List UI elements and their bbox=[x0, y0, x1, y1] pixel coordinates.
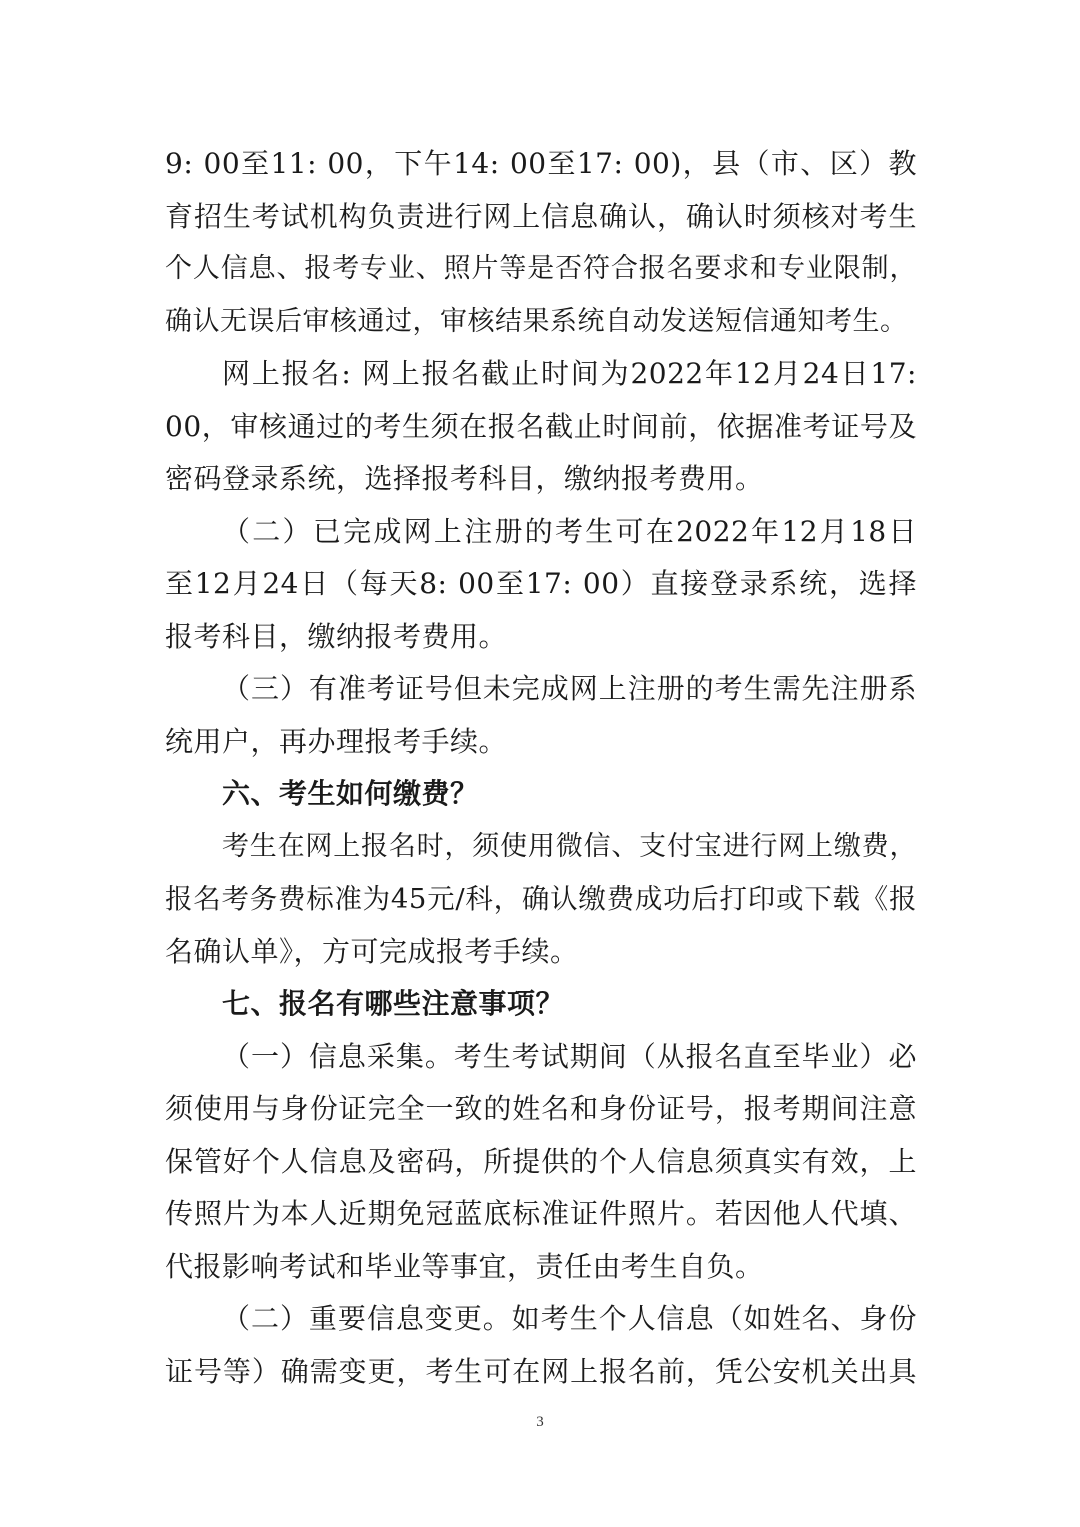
paragraph-line: 9: 00至11: 00，下午14: 00至17: 00)，县（市、区）教 bbox=[165, 147, 917, 180]
paragraph-line: （一）信息采集。考生考试期间（从报名直至毕业）必 bbox=[222, 1040, 917, 1073]
paragraph-line: 考生在网上报名时，须使用微信、支付宝进行网上缴费， bbox=[222, 831, 917, 862]
page-number: 3 bbox=[536, 1414, 544, 1430]
paragraph-line: 个人信息、报考专业、照片等是否符合报名要求和专业限制， bbox=[165, 253, 917, 284]
paragraph-line: （二）重要信息变更。如考生个人信息（如姓名、身份 bbox=[222, 1302, 917, 1335]
paragraph-line: 网上报名: 网上报名截止时间为2022年12月24日17: bbox=[222, 357, 917, 390]
paragraph-line: （三）有准考证号但未完成网上注册的考生需先注册系 bbox=[222, 672, 917, 705]
section-heading: 七、报名有哪些注意事项？ bbox=[222, 987, 565, 1020]
paragraph-line: 至12月24日（每天8: 00至17: 00）直接登录系统，选择 bbox=[165, 567, 917, 600]
paragraph-line: 密码登录系统，选择报考科目，缴纳报考费用。 bbox=[165, 462, 764, 495]
paragraph-line: （二）已完成网上注册的考生可在2022年12月18日 bbox=[222, 515, 917, 548]
paragraph-line: 育招生考试机构负责进行网上信息确认，确认时须核对考生 bbox=[165, 200, 917, 233]
paragraph-line: 统用户，再办理报考手续。 bbox=[165, 725, 508, 758]
paragraph-line: 名确认单》，方可完成报考手续。 bbox=[165, 935, 579, 968]
paragraph-line: 证号等）确需变更，考生可在网上报名前，凭公安机关出具 bbox=[165, 1355, 917, 1388]
paragraph-line: 报考科目，缴纳报考费用。 bbox=[165, 620, 508, 653]
paragraph-line: 00，审核通过的考生须在报名截止时间前，依据准考证号及 bbox=[165, 410, 917, 443]
paragraph-line: 保管好个人信息及密码，所提供的个人信息须真实有效，上 bbox=[165, 1145, 917, 1178]
paragraph-line: 代报影响考试和毕业等事宜，责任由考生自负。 bbox=[165, 1250, 764, 1283]
section-heading: 六、考生如何缴费？ bbox=[222, 777, 479, 810]
paragraph-line: 传照片为本人近期免冠蓝底标准证件照片。若因他人代填、 bbox=[165, 1197, 917, 1230]
paragraph-line: 报名考务费标准为45元/科，确认缴费成功后打印或下载《报 bbox=[165, 883, 917, 915]
paragraph-line: 确认无误后审核通过，审核结果系统自动发送短信通知考生。 bbox=[165, 306, 908, 337]
paragraph-line: 须使用与身份证完全一致的姓名和身份证号，报考期间注意 bbox=[165, 1092, 917, 1125]
